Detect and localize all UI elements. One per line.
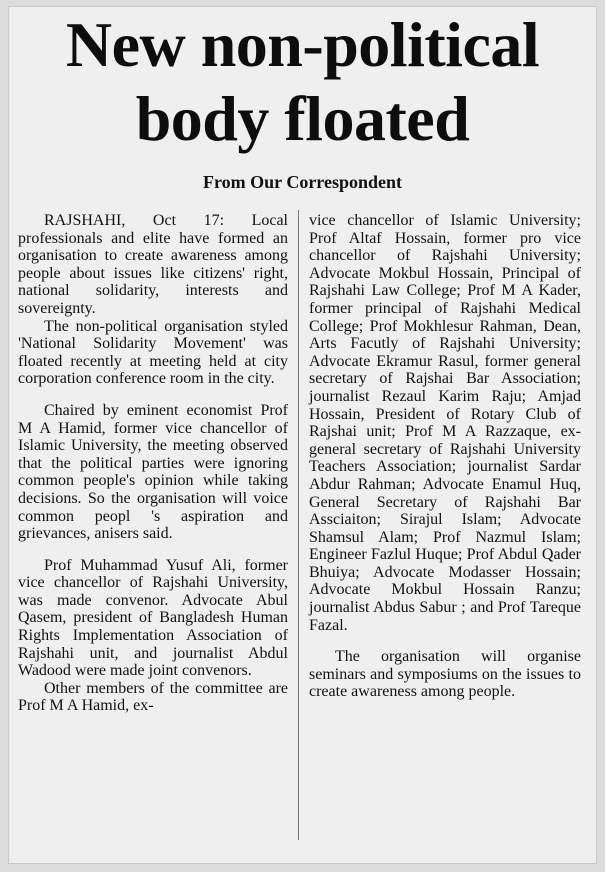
paragraph-chaired: Chaired by eminent economist Prof M A Hamid, former vice chancellor of Islamic University, the meeting observed that the political parties were ignoring common people's opinion while taking decisions. So the organisation will voice common peopl 's aspiration and grievances, anisers said. — [18, 401, 288, 543]
paragraph-members-list: vice chancellor of Islamic University; Prof Altaf Hossain, former pro vice chancellor of Rajshahi University; Advocate Mokbul Hossain, Principal of Rajshahi Law College; Prof M A Kader, former principal of Rajshahi Medical College; Prof Mokhlesur Rahman, Dean, Arts Facutly of Rajshahi University; Advocate Ekramur Rasul, former general secretary of Rajshai Bar Association; journalist Rezaul Karim Raju; Amjad Hossain, President of Rotary Club of Rajshai unit; Prof M A Razzaque, ex-general secretary of Rajshahi University Teachers Association; journalist Sardar Abdur Rahman; Advocate Enamul Huq, General Secretary of Rajshahi Bar Assciaiton; Sirajul Islam; Advocate Shamsul Alam; Prof Nazmul Islam; Engineer Fazlul Huque; Prof Abdul Qader Bhuiya; Advocate Modasser Hossain; Advocate Mokbul Hossain Ranzu; journalist Abdus Sabur ; and Prof Tareque Fazal. — [309, 212, 581, 634]
paragraph-organisation: The non-political organisation styled 'National Solidarity Movement' was floated recently at meeting held at city corporation conference room in the city. — [18, 317, 288, 388]
headline-line-2: body floated — [135, 83, 470, 154]
byline: From Our Correspondent — [202, 172, 402, 192]
article-column-left — [18, 212, 288, 715]
paragraph-members-start: Other members of the committee are Prof M A Hamid, ex- — [18, 679, 288, 715]
headline-line-1: New non-political — [65, 9, 540, 80]
column-divider — [298, 210, 299, 840]
article-column-right — [309, 212, 581, 701]
paragraph-convenor: Prof Muhammad Yusuf Ali, former vice chancellor of Rajshahi University, was made convenor. Advocate Abul Qasem, president of Bangladesh Human Rights Implementation Association of Rajshahi unit, and journalist Abdul Wadood were made joint convenors. — [18, 556, 288, 680]
paragraph-closing: The organisation will organise seminars and symposiums on the issues to create awareness among people. — [309, 648, 581, 701]
paragraph-dateline: RAJSHAHI, Oct 17: Local professionals and elite have formed an organisation to create awareness among people about issues like citizens' right, national solidarity, interests and sovereignty. — [18, 212, 288, 317]
